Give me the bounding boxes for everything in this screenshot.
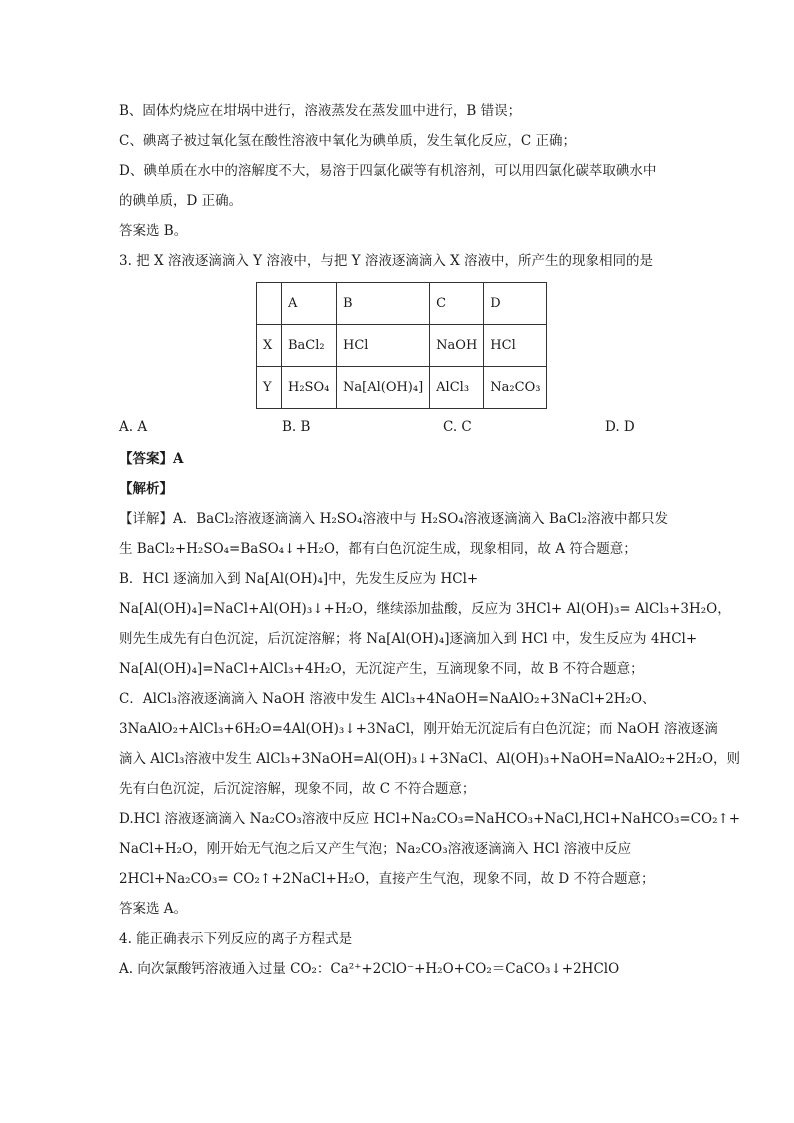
question-4-stem: 4. 能正确表示下列反应的离子方程式是: [119, 931, 353, 947]
analysis-line: 滴入 AlCl₃溶液中发生 AlCl₃+3NaOH=Al(OH)₃↓+3NaCl、Al(OH)₃+NaOH=NaAlO₂+2H₂O，则: [119, 751, 741, 767]
analysis-line: Na[Al(OH)₄]=NaCl+Al(OH)₃↓+H₂O，继续添加盐酸，反应为 3HCl+ Al(OH)₃= AlCl₃+3H₂O，: [119, 601, 731, 617]
table-cell: Na[Al(OH)₄]: [337, 367, 430, 409]
analysis-label: 【解析】: [119, 481, 173, 497]
analysis-line: B．HCl 逐滴加入到 Na[Al(OH)₄]中，先发生反应为 HCl+: [119, 571, 479, 587]
analysis-section: [119, 444, 741, 984]
analysis-line: Na[Al(OH)₄]=NaCl+AlCl₃+4H₂O，无沉淀产生，互滴现象不同，故 B 不符合题意；: [119, 661, 644, 677]
analysis-line: 则先生成先有白色沉淀，后沉淀溶解；将 Na[Al(OH)₄]逐滴加入到 HCl 中，发生反应为 4HCl+: [119, 631, 698, 647]
answer-label: 【答案】A: [119, 451, 184, 467]
analysis-line: 答案选 A。: [119, 901, 188, 917]
question-3-table: [256, 282, 547, 409]
table-cell: A: [282, 283, 337, 325]
table-cell: C: [430, 283, 484, 325]
analysis-line: 2HCl+Na₂CO₃= CO₂↑+2NaCl+H₂O，直接产生气泡，现象不同，故 D 不符合题意；: [119, 871, 655, 887]
choice-c[interactable]: C. C: [443, 419, 472, 435]
table-row-y: [257, 367, 547, 409]
table-cell: X: [257, 325, 282, 367]
table-row-x: [257, 325, 547, 367]
question-4-option-a[interactable]: A. 向次氯酸钙溶液通入过量 CO₂：Ca²⁺+2ClO⁻+H₂O+CO₂＝CaCO₃↓+2HClO: [119, 961, 620, 977]
intro-line-d2: 的碘单质，D 正确。: [119, 193, 243, 209]
table-cell: Y: [257, 367, 282, 409]
choice-d[interactable]: D. D: [605, 419, 635, 435]
intro-answer: 答案选 B。: [119, 223, 188, 239]
choice-b[interactable]: B. B: [282, 419, 311, 435]
question-3-stem: 3. 把 X 溶液逐滴滴入 Y 溶液中，与把 Y 溶液逐滴滴入 X 溶液中，所产生的现象相同的是: [119, 253, 654, 269]
table-cell: [257, 283, 282, 325]
document-page: [119, 96, 679, 276]
intro-line-c: C、碘离子被过氧化氢在酸性溶液中氧化为碘单质，发生氧化反应，C 正确；: [119, 133, 576, 149]
analysis-line: 3NaAlO₂+AlCl₃+6H₂O=4Al(OH)₃↓+3NaCl，刚开始无沉淀后有白色沉淀；而 NaOH 溶液逐滴: [119, 721, 718, 737]
question-3-choices: [119, 412, 679, 442]
analysis-line: D.HCl 溶液逐滴滴入 Na₂CO₃溶液中反应 HCl+Na₂CO₃=NaHCO₃+NaCl,HCl+NaHCO₃=CO₂↑+: [119, 811, 741, 827]
intro-line-d1: D、碘单质在水中的溶解度不大，易溶于四氯化碳等有机溶剂，可以用四氯化碳萃取碘水中: [119, 163, 657, 179]
analysis-line: 【详解】A．BaCl₂溶液逐滴滴入 H₂SO₄溶液中与 H₂SO₄溶液逐滴滴入 BaCl₂溶液中都只发: [119, 511, 669, 527]
table-cell: B: [337, 283, 430, 325]
table-header-row: [257, 283, 547, 325]
table-cell: HCl: [484, 325, 547, 367]
table-cell: Na₂CO₃: [484, 367, 547, 409]
analysis-line: NaCl+H₂O，刚开始无气泡之后又产生气泡；Na₂CO₃溶液逐滴滴入 HCl 溶液中反应: [119, 841, 632, 857]
analysis-line: C．AlCl₃溶液逐滴滴入 NaOH 溶液中发生 AlCl₃+4NaOH=NaAlO₂+3NaCl+2H₂O、: [119, 691, 656, 707]
intro-line-b: B、固体灼烧应在坩埚中进行，溶液蒸发在蒸发皿中进行，B 错误；: [119, 103, 522, 119]
table-cell: HCl: [337, 325, 430, 367]
choice-a[interactable]: A. A: [119, 419, 148, 435]
table-cell: NaOH: [430, 325, 484, 367]
analysis-line: 先有白色沉淀，后沉淀溶解，现象不同，故 C 不符合题意；: [119, 781, 476, 797]
table-cell: H₂SO₄: [282, 367, 337, 409]
table-cell: D: [484, 283, 547, 325]
table-cell: BaCl₂: [282, 325, 337, 367]
table-cell: AlCl₃: [430, 367, 484, 409]
analysis-line: 生 BaCl₂+H₂SO₄=BaSO₄↓+H₂O，都有白色沉淀生成，现象相同，故 A 符合题意；: [119, 541, 637, 557]
